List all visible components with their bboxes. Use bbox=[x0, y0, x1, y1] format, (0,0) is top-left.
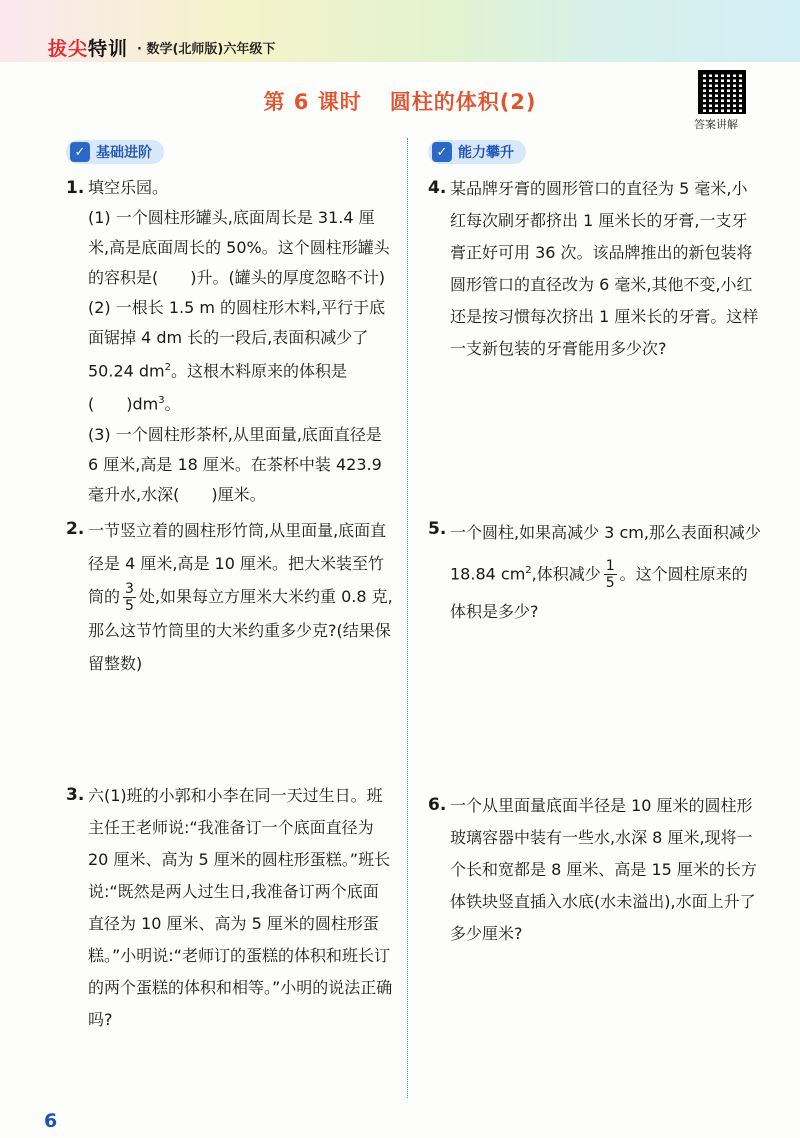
qr-label: 答案讲解 bbox=[694, 118, 738, 131]
problem-number: 4. bbox=[428, 178, 447, 198]
section-advanced-label: 能力攀升 bbox=[458, 145, 514, 161]
problem-text: (3) 一个圆柱形茶杯,从里面量,底面直径是 6 厘米,高是 18 厘米。在茶杯中装 423.9 毫升水,水深( )厘米。 bbox=[88, 424, 382, 504]
problem-number: 6. bbox=[428, 795, 447, 815]
problem-text: 一节竖立着的圆柱形竹筒,从里面量,底面直径是 4 厘米,高是 10 厘米。把大米装至竹筒的 $\frac{3}{5}$ 处,如果每立方厘米大米约重 0.8 克,那么这节竹筒里的大米约重多少克?(结果保留整数) bbox=[88, 521, 393, 673]
lesson-number: 第 6 课时 bbox=[263, 90, 362, 114]
problem-text: 填空乐园。 bbox=[88, 178, 169, 197]
problem-number: 1. bbox=[66, 178, 85, 198]
problem-4 bbox=[428, 173, 763, 365]
problem-text: 一个从里面量底面半径是 10 厘米的圆柱形玻璃容器中装有一些水,水深 8 厘米,现将一个长和宽都是 8 厘米、高是 15 厘米的长方体铁块竖直插入水底(水未溢出),水面上升了多少厘米? bbox=[450, 796, 757, 943]
qr-code-icon[interactable] bbox=[698, 70, 746, 114]
page-number: 6 bbox=[44, 1110, 58, 1132]
problem-text: (1) 一个圆柱形罐头,底面周长是 31.4 厘米,高是底面周长的 50%。这个圆柱形罐头的容积是( )升。(罐头的厚度忽略不计) bbox=[88, 208, 390, 287]
problem-5 bbox=[428, 514, 763, 631]
brand-logo: 拔尖特训 bbox=[48, 38, 129, 60]
page-title bbox=[0, 86, 800, 116]
problem-text: (2) 一根长 1.5 m 的圆柱形木料,平行于底面锯掉 4 dm 长的一段后,表面积减少了 50.24 $dm^2$。这根木料原来的体积是( )$dm^3$。 bbox=[88, 298, 386, 414]
problem-2 bbox=[66, 514, 394, 680]
problem-text: 某品牌牙膏的圆形管口的直径为 5 毫米,小红每次刷牙都挤出 1 厘米长的牙膏,一支牙膏正好可用 36 次。该品牌推出的新包装将圆形管口的直径改为 6 毫米,其他不变,小红还是按习惯每次挤出 1 厘米长的牙膏。这样一支新包装的牙膏能用多少次? bbox=[450, 179, 759, 358]
problem-text: 六(1)班的小郭和小李在同一天过生日。班主任王老师说:“我准备订一个底面直径为 20 厘米、高为 5 厘米的圆柱形蛋糕。”班长说:“既然是两人过生日,我准备订两个底面直径为 10 厘米、高为 5 厘米的圆柱形蛋糕。”小明说:“老师订的蛋糕的体积和班长订的两个蛋糕的体积和相等。”小明的说法正确吗? bbox=[88, 786, 393, 1029]
problem-text: 一个圆柱,如果高减少 3 cm,那么表面积减少 18.84 $cm^2$,体积减少 $\frac{1}{5}$ 。这个圆柱原来的体积是多少? bbox=[450, 523, 761, 622]
page-header bbox=[0, 0, 800, 62]
problem-1 bbox=[66, 173, 394, 510]
fraction: $\frac{3}{5}$ bbox=[125, 581, 134, 614]
problem-number: 5. bbox=[428, 519, 447, 539]
book-series: · 数学(北师版)六年级下 bbox=[137, 42, 276, 57]
column-divider bbox=[407, 138, 408, 1098]
section-basic bbox=[66, 140, 164, 164]
section-basic-label: 基础进阶 bbox=[96, 145, 152, 161]
section-advanced bbox=[428, 140, 526, 164]
lesson-topic: 圆柱的体积(2) bbox=[389, 90, 537, 114]
pencil-icon: ✓ bbox=[432, 142, 452, 162]
problem-number: 2. bbox=[66, 519, 85, 539]
problem-3 bbox=[66, 780, 394, 1036]
problem-6 bbox=[428, 790, 763, 950]
pencil-icon: ✓ bbox=[70, 142, 90, 162]
problem-number: 3. bbox=[66, 785, 85, 805]
fraction: $\frac{1}{5}$ bbox=[605, 558, 615, 592]
